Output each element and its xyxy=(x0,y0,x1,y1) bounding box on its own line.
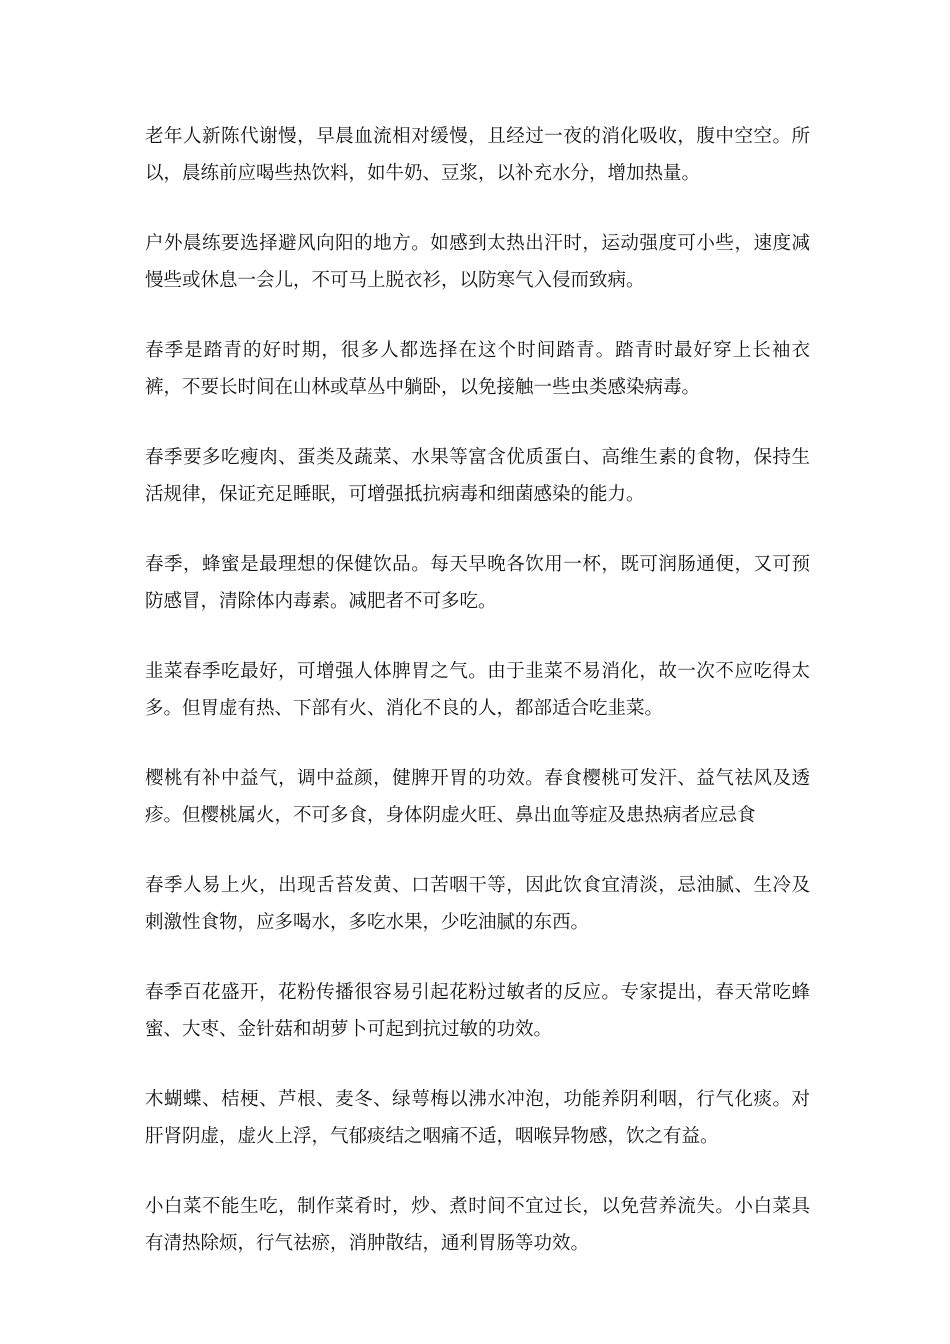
paragraph-bok-choy: 小白菜不能生吃，制作菜肴时，炒、煮时间不宜过长，以免营养流失。小白菜具有清热除烦，行气祛瘀，消肿散结，通利胃肠等功效。 xyxy=(145,1196,810,1254)
document-body xyxy=(145,118,810,1295)
paragraph-outdoor-exercise: 户外晨练要选择避风向阳的地方。如感到太热出汗时，运动强度可小些，速度减慢些或休息一会儿，不可马上脱衣衫，以防寒气入侵而致病。 xyxy=(145,233,810,291)
paragraph-spring-diet: 春季要多吃瘦肉、蛋类及蔬菜、水果等富含优质蛋白、高维生素的食物，保持生活规律，保证充足睡眠，可增强抵抗病毒和细菌感染的能力。 xyxy=(145,447,810,505)
paragraph-pollen-allergy: 春季百花盛开，花粉传播很容易引起花粉过敏者的反应。专家提出，春天常吃蜂蜜、大枣、金针菇和胡萝卜可起到抗过敏的功效。 xyxy=(145,982,810,1040)
paragraph-morning-drink: 老年人新陈代谢慢，早晨血流相对缓慢，且经过一夜的消化吸收，腹中空空。所以，晨练前应喝些热饮料，如牛奶、豆浆，以补充水分，增加热量。 xyxy=(145,126,810,184)
paragraph-honey: 春季，蜂蜜是最理想的保健饮品。每天早晚各饮用一杯，既可润肠通便，又可预防感冒，清除体内毒素。减肥者不可多吃。 xyxy=(145,554,810,612)
paragraph-cherries: 樱桃有补中益气，调中益颜，健脾开胃的功效。春食樱桃可发汗、益气祛风及透疹。但樱桃属火，不可多食，身体阴虚火旺、鼻出血等症及患热病者应忌食 xyxy=(145,768,810,826)
paragraph-herbal-tea: 木蝴蝶、桔梗、芦根、麦冬、绿萼梅以沸水冲泡，功能养阴利咽，行气化痰。对肝肾阴虚，虚火上浮，气郁痰结之咽痛不适，咽喉异物感，饮之有益。 xyxy=(145,1089,810,1147)
paragraph-spring-outing: 春季是踏青的好时期，很多人都选择在这个时间踏青。踏青时最好穿上长袖衣裤，不要长时间在山林或草丛中躺卧，以免接触一些虫类感染病毒。 xyxy=(145,340,810,398)
paragraph-internal-heat: 春季人易上火，出现舌苔发黄、口苦咽干等，因此饮食宜清淡，忌油腻、生冷及刺激性食物，应多喝水，多吃水果，少吃油腻的东西。 xyxy=(145,875,810,933)
paragraph-chives: 韭菜春季吃最好，可增强人体脾胃之气。由于韭菜不易消化，故一次不应吃得太多。但胃虚有热、下部有火、消化不良的人，都部适合吃韭菜。 xyxy=(145,661,810,719)
